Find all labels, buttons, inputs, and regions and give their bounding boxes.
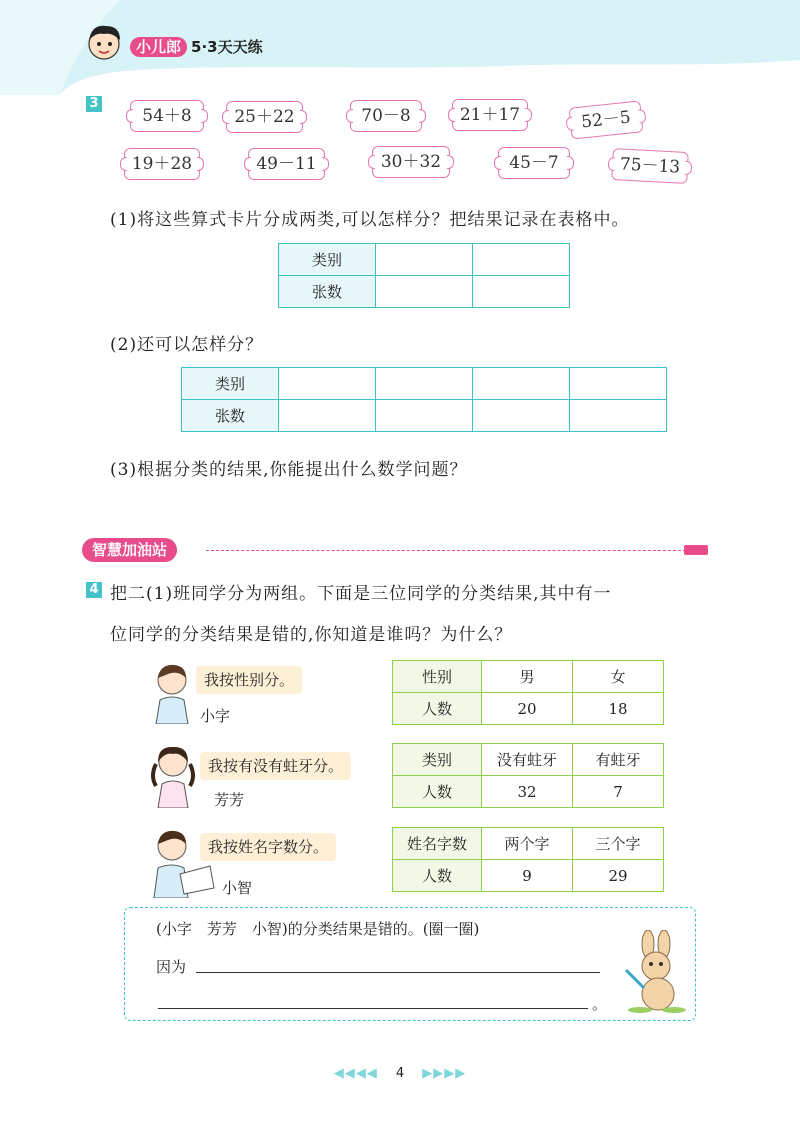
table-cell: 18 bbox=[573, 693, 664, 725]
question-number-4: 4 bbox=[86, 582, 102, 598]
rabbit-icon bbox=[620, 930, 690, 1014]
student-table bbox=[392, 827, 664, 892]
q4-line1: 把二(1)班同学分为两组。下面是三位同学的分类结果,其中有一 bbox=[110, 584, 612, 604]
student-name: 小智 bbox=[222, 879, 253, 897]
q3-part1-text: (1)将这些算式卡片分成两类,可以怎样分？把结果记录在表格中。 bbox=[110, 210, 630, 230]
q4-line2: 位同学的分类结果是错的,你知道是谁吗？为什么？ bbox=[110, 625, 513, 645]
equation-card: 52－5 bbox=[569, 100, 644, 139]
answer-cell[interactable] bbox=[570, 400, 667, 432]
table-header: 性别 bbox=[393, 661, 482, 693]
equation-card: 21＋17 bbox=[452, 99, 528, 131]
table-header: 有蛀牙 bbox=[573, 744, 664, 776]
table-cell: 29 bbox=[573, 860, 664, 892]
table-cell: 9 bbox=[482, 860, 573, 892]
q3-part3-text: (3)根据分类的结果,你能提出什么数学问题？ bbox=[110, 460, 468, 480]
answer-cell[interactable] bbox=[473, 276, 570, 308]
footer-left-arrows: ◀◀◀◀ bbox=[333, 1066, 378, 1081]
brand-title bbox=[130, 36, 263, 57]
brand-name: 5·3天天练 bbox=[191, 38, 263, 56]
speech-bubble: 我按姓名字数分。 bbox=[200, 833, 336, 861]
row-label: 类别 bbox=[182, 368, 279, 400]
table-cell: 20 bbox=[482, 693, 573, 725]
student-name: 芳芳 bbox=[214, 791, 245, 809]
row-label: 张数 bbox=[279, 276, 376, 308]
footer-right-arrows: ▶▶▶▶ bbox=[422, 1066, 467, 1081]
table-header: 类别 bbox=[393, 744, 482, 776]
table-header: 两个字 bbox=[482, 828, 573, 860]
page-number: 4 bbox=[395, 1066, 405, 1081]
because-label: 因为 bbox=[156, 958, 187, 976]
q3-part2-text: (2)还可以怎样分？ bbox=[110, 335, 264, 355]
q3-table-1 bbox=[278, 243, 570, 308]
answer-cell[interactable] bbox=[279, 400, 376, 432]
equation-card: 19＋28 bbox=[124, 148, 200, 180]
boy-mascot-icon bbox=[82, 20, 126, 64]
answer-period: 。 bbox=[592, 995, 608, 1013]
row-label: 人数 bbox=[393, 860, 482, 892]
girl-student-icon bbox=[148, 742, 198, 808]
answer-prompt: (小字 芳芳 小智)的分类结果是错的。(圈一圈) bbox=[156, 920, 480, 938]
answer-cell[interactable] bbox=[376, 244, 473, 276]
answer-cell[interactable] bbox=[376, 276, 473, 308]
equation-card: 70－8 bbox=[350, 100, 422, 132]
row-label: 人数 bbox=[393, 693, 482, 725]
equation-card: 30＋32 bbox=[372, 146, 450, 178]
answer-cell[interactable] bbox=[473, 368, 570, 400]
table-header: 姓名字数 bbox=[393, 828, 482, 860]
speech-bubble: 我按有没有蛀牙分。 bbox=[200, 752, 351, 780]
student-table bbox=[392, 743, 664, 808]
student-table bbox=[392, 660, 664, 725]
brand-small: 小儿郎 bbox=[130, 37, 187, 57]
equation-card: 75－13 bbox=[611, 148, 689, 184]
answer-cell[interactable] bbox=[376, 400, 473, 432]
row-label: 类别 bbox=[279, 244, 376, 276]
answer-line-1[interactable] bbox=[196, 972, 600, 973]
equation-card: 54＋8 bbox=[130, 100, 204, 132]
section-divider bbox=[206, 550, 686, 551]
answer-line-2[interactable] bbox=[158, 1008, 588, 1009]
table-header: 没有蛀牙 bbox=[482, 744, 573, 776]
row-label: 人数 bbox=[393, 776, 482, 808]
table-header: 男 bbox=[482, 661, 573, 693]
equation-card: 25＋22 bbox=[226, 101, 303, 133]
page-footer bbox=[0, 1066, 800, 1081]
answer-cell[interactable] bbox=[570, 368, 667, 400]
row-label: 张数 bbox=[182, 400, 279, 432]
table-header: 女 bbox=[573, 661, 664, 693]
speech-bubble: 我按性别分。 bbox=[196, 666, 302, 694]
pencil-icon bbox=[684, 545, 708, 555]
equation-card: 45－7 bbox=[498, 147, 570, 179]
boy-student-icon bbox=[150, 660, 196, 724]
section-title: 智慧加油站 bbox=[82, 538, 177, 562]
equation-card: 49－11 bbox=[248, 148, 325, 180]
table-cell: 32 bbox=[482, 776, 573, 808]
answer-cell[interactable] bbox=[473, 400, 570, 432]
table-cell: 7 bbox=[573, 776, 664, 808]
answer-cell[interactable] bbox=[473, 244, 570, 276]
answer-cell[interactable] bbox=[279, 368, 376, 400]
question-number-3: 3 bbox=[86, 96, 102, 112]
student-name: 小字 bbox=[200, 707, 231, 725]
q3-table-2 bbox=[181, 367, 667, 432]
table-header: 三个字 bbox=[573, 828, 664, 860]
answer-cell[interactable] bbox=[376, 368, 473, 400]
